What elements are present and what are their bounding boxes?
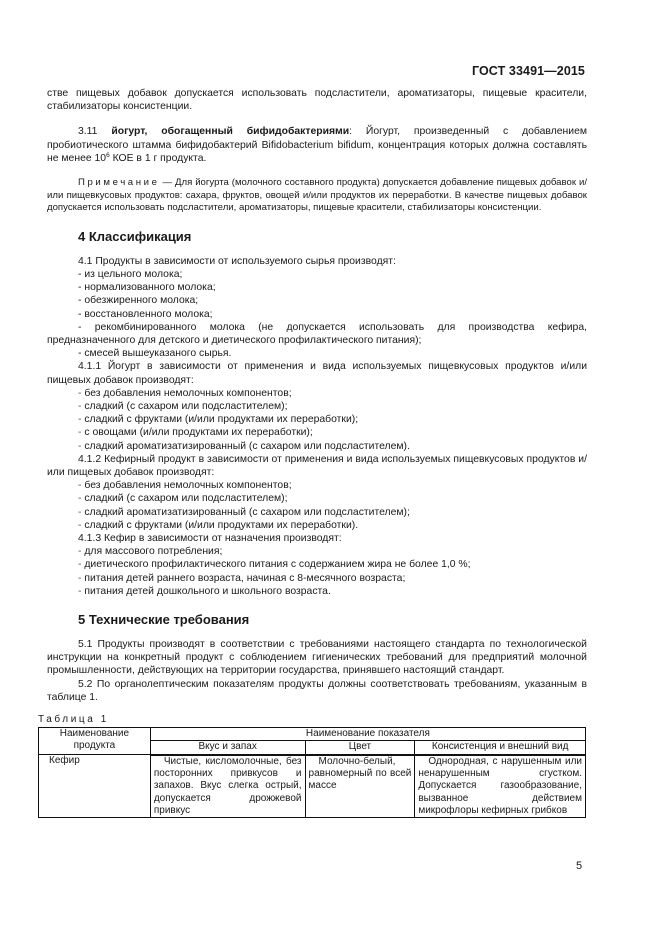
clause-definition: : Йогурт, произведенный с добавлением пробиотического штамма бифидобактерий Bifidobacterium bifidum, концентрация которых должна составлять не менее 10: [47, 126, 588, 164]
cell-consistency: Однородная, с нарушенным или ненарушенным сгустком. Допускается газообразование, вызванное действием микрофлоры кефирных грибков: [415, 755, 586, 818]
clause-term: йогурт, обогащенный бифидобактериями: [111, 126, 350, 138]
list-item: [47, 479, 587, 492]
paragraph-4-1-3: 4.1.3 Кефир в зависимости от назначения производят:: [78, 533, 342, 545]
page-number: 5: [576, 860, 583, 872]
column-header-consistency: Консистенция и внешний вид: [415, 741, 586, 755]
list-item: [47, 413, 587, 426]
cell-product: Кефир: [39, 755, 151, 818]
column-header-taste: Вкус и запах: [150, 741, 305, 755]
continuation-paragraph: стве пищевых добавок допускается использовать подсластители, ароматизаторы, пищевые красители, стабилизаторы консистенции.: [47, 88, 587, 113]
list-item: - нормализованного молока;: [78, 282, 216, 294]
list-item-text: питания детей раннего возраста, начиная с 8-месячного возраста;: [84, 572, 406, 584]
dash-bullet: -: [78, 585, 85, 597]
paragraph-4-1-2: 4.1.2 Кефирный продукт в зависимости от применения и вида используемых пищевкусовых продуктов и/или пищевых добавок производят:: [47, 453, 587, 479]
exponent: 6: [106, 151, 110, 159]
table-row: [39, 755, 586, 818]
clause-definition-end: КОЕ в 1 г продукта.: [109, 152, 207, 164]
section-4-heading: 4 Классификация: [78, 228, 192, 244]
list-item-text: диетического профилактического питания с содержанием жира не более 1,0 %;: [84, 559, 471, 571]
paragraph-4-1-1: 4.1.1 Йогурт в зависимости от применения и вида используемых пищевкусовых продуктов и/или пищевых добавок производят:: [47, 361, 587, 386]
list-item: [47, 492, 587, 505]
dash-bullet: -: [78, 493, 85, 505]
paragraph-5-2: 5.2 По органолептическим показателям продукты должны соответствовать требованиям, указанным в таблице 1.: [47, 678, 587, 703]
list-item-text: сладкий ароматизатизированный (с сахаром или подсластителем);: [84, 506, 410, 518]
list-item-text: сладкий с фруктами (и/или продуктами их переработки);: [84, 414, 359, 426]
dash-bullet: -: [78, 546, 85, 558]
dash-bullet: -: [78, 440, 85, 452]
paragraph-5-1: 5.1 Продукты производят в соответствии с требованиями настоящего стандарта по технологической инструкции на конкретный продукт с соблюдением гигиенических требований для предприятий молочной промышленности, действующих на территории государства, принявшего настоящий стандарт.: [47, 639, 587, 677]
list-item-text: сладкий с фруктами (и/или продуктами их переработки).: [84, 519, 359, 531]
list-item: [47, 585, 587, 598]
dash-bullet: -: [78, 506, 85, 518]
dash-bullet: -: [78, 519, 85, 531]
list-item-text: сладкий ароматизатизированный (с сахаром или подсластителем).: [84, 440, 410, 452]
dash-bullet: -: [78, 559, 85, 571]
clause-3-11: [47, 125, 587, 165]
list-item: [47, 572, 587, 585]
list-item: - рекомбинированного молока (не допускается использовать для производства кефира, предназначенного для детского и диетического профилактического питания);: [47, 321, 587, 347]
note-label: Примечание: [78, 177, 160, 189]
list-item: [47, 440, 587, 453]
list-item: [47, 506, 587, 519]
cell-taste: Чистые, кисломолочные, без посторонних привкусов и запахов. Вкус слегка острый, допускается дрожжевой привкус: [150, 755, 305, 818]
list-item: [47, 545, 587, 558]
list-item: [47, 558, 587, 571]
dash-bullet: -: [78, 401, 85, 413]
clause-number: 3.11: [78, 126, 98, 138]
note-text: — Для йогурта (молочного составного продукта) допускается добавление пищевых добавок и/или пищевкусовых продуктов: сахара, фруктов, овощей и/или продуктов их переработки. В качестве пищевых добавок допускается использовать подсластители, ароматизаторы, пищевые красители, стабилизаторы консистенции.: [47, 177, 587, 214]
dash-bullet: -: [78, 414, 85, 426]
list-item: - восстановленного молока;: [78, 308, 213, 320]
list-item: [47, 519, 587, 532]
note-paragraph: [47, 177, 587, 215]
table-caption: Таблица 1: [38, 714, 109, 726]
list-item-text: с овощами (и/или продуктами их переработки);: [84, 427, 313, 439]
paragraph-4-1: 4.1 Продукты в зависимости от используемого сырья производят:: [78, 255, 396, 267]
section-5-heading: 5 Технические требования: [78, 612, 250, 628]
list-item-text: сладкий (с сахаром или подсластителем);: [84, 401, 288, 413]
page-body: [38, 87, 588, 818]
dash-bullet: -: [78, 387, 85, 399]
list-item-text: без добавления немолочных компонентов;: [84, 480, 292, 492]
column-header-color: Цвет: [305, 741, 415, 755]
list-item: - из цельного молока;: [78, 269, 183, 280]
list-item-text: питания детей дошкольного и школьного возраста.: [84, 585, 331, 597]
dash-bullet: -: [78, 480, 85, 492]
list-item-text: для массового потребления;: [84, 546, 223, 558]
column-header-product: Наименование продукта: [39, 728, 151, 755]
list-item: [47, 387, 587, 400]
list-item: - обезжиренного молока;: [78, 295, 199, 307]
list-item: - смесей вышеуказаного сырья.: [78, 348, 232, 360]
list-item-text: без добавления немолочных компонентов;: [84, 387, 292, 399]
organoleptic-table: [38, 727, 586, 818]
standard-code-header: ГОСТ 33491—2015: [471, 64, 585, 78]
column-group-header: Наименование показателя: [150, 728, 585, 741]
cell-color: Молочно-белый, равномерный по всей массе: [305, 755, 415, 818]
list-item-text: сладкий (с сахаром или подсластителем);: [84, 493, 288, 505]
dash-bullet: -: [78, 572, 85, 584]
list-item: [47, 400, 587, 413]
table-header-row: [39, 728, 586, 741]
list-item: [47, 426, 587, 439]
dash-bullet: -: [78, 427, 85, 439]
